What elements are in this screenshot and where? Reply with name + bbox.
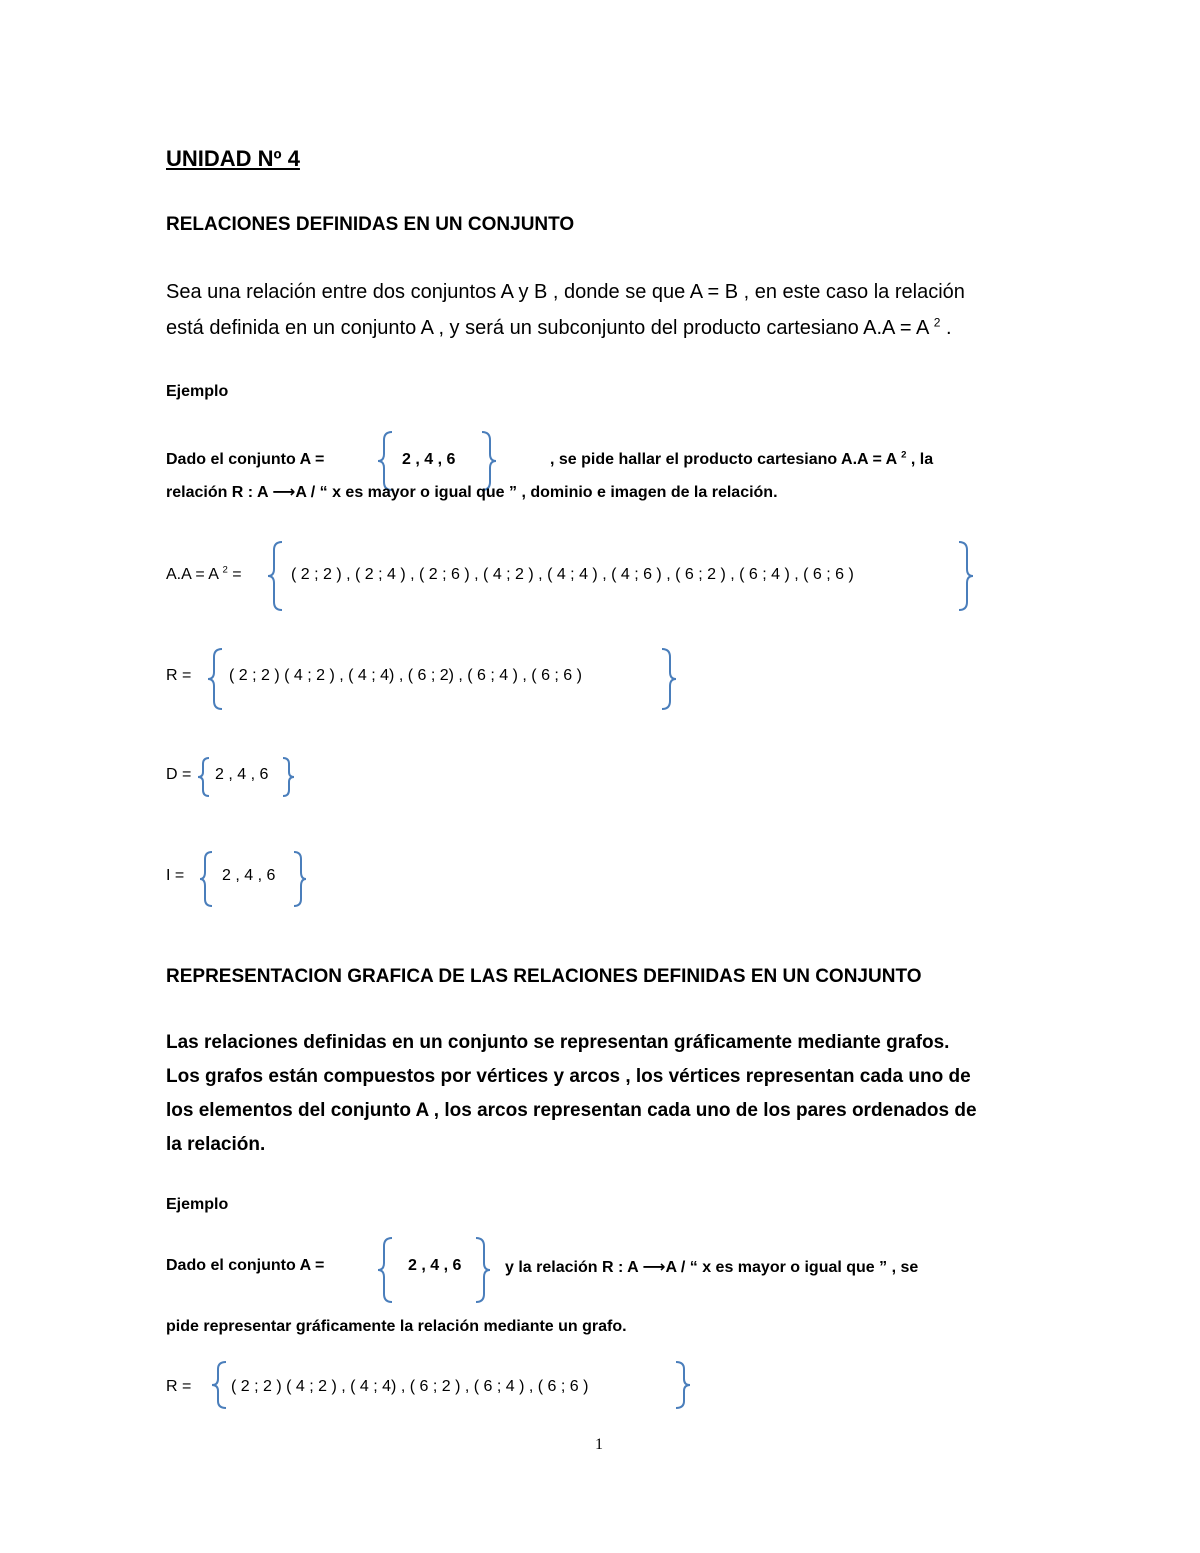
paragraph-line: los elementos del conjunto A , los arcos representan cada uno de los pares ordenados de (166, 1100, 977, 1121)
right-brace (955, 540, 977, 612)
left-brace (376, 1236, 398, 1304)
r-pairs: ( 2 ; 2 ) ( 4 ; 2 ) , ( 4 ; 4) , ( 6 ; 2) , ( 6 ; 4 ) , ( 6 ; 6 ) (229, 667, 582, 684)
left-brace (210, 1360, 232, 1410)
right-brace (658, 647, 680, 711)
example-label: Ejemplo (166, 1196, 229, 1213)
paragraph-line: la relación. (166, 1134, 266, 1155)
section-heading: RELACIONES DEFINIDAS EN UN CONJUNTO (166, 214, 575, 235)
right-brace (472, 1236, 494, 1304)
image-set: 2 , 4 , 6 (222, 867, 276, 884)
given-set: 2 , 4 , 6 (402, 451, 456, 468)
domain-label: D = (166, 766, 192, 783)
left-brace (266, 540, 288, 612)
domain-set: 2 , 4 , 6 (215, 766, 269, 783)
intro-line-1: Sea una relación entre dos conjuntos A y B , donde se que A = B , en este caso la relación (166, 281, 965, 303)
image-label: I = (166, 867, 185, 884)
given-prefix: Dado el conjunto A = (166, 1257, 325, 1274)
left-brace (198, 850, 218, 908)
paragraph-line: Los grafos están compuestos por vértices y arcos , los vértices representan cada uno de (166, 1066, 971, 1087)
section-heading: REPRESENTACION GRAFICA DE LAS RELACIONES DEFINIDAS EN UN CONJUNTO (166, 966, 922, 987)
relation-line: relación R : A ⟶A / “ x es mayor o igual que ” , dominio e imagen de la relación. (166, 484, 778, 501)
paragraph-line: Las relaciones definidas en un conjunto se representan gráficamente mediante grafos. (166, 1032, 950, 1053)
r-pairs: ( 2 ; 2 ) ( 4 ; 2 ) , ( 4 ; 4) , ( 6 ; 2 ) , ( 6 ; 4 ) , ( 6 ; 6 ) (231, 1378, 589, 1395)
left-brace (206, 647, 228, 711)
right-brace (672, 1360, 694, 1410)
r-label: R = (166, 1378, 192, 1395)
r-label: R = (166, 667, 192, 684)
given-suffix: y la relación R : A ⟶A / “ x es mayor o igual que ” , se (505, 1259, 919, 1276)
product-label: A.A = A $^2$ = (166, 564, 242, 583)
document-title: UNIDAD Nº 4 (166, 146, 300, 171)
given-suffix: , se pide hallar el producto cartesiano A.A = A $^2$ , la (550, 449, 934, 468)
product-pairs: ( 2 ; 2 ) , ( 2 ; 4 ) , ( 2 ; 6 ) , ( 4 ; 2 ) , ( 4 ; 4 ) , ( 4 ; 6 ) , ( 6 ; 2 ) , ( 6 ; 4 ) , ( 6 ; 6 ) (291, 566, 854, 583)
given-prefix: Dado el conjunto A = (166, 451, 325, 468)
right-brace (278, 756, 296, 798)
given-line-2: pide representar gráficamente la relación mediante un grafo. (166, 1318, 627, 1335)
given-set: 2 , 4 , 6 (408, 1257, 462, 1274)
right-brace (288, 850, 308, 908)
intro-line-2: está definida en un conjunto A , y será un subconjunto del producto cartesiano A.A = A $^2$ . (166, 315, 952, 339)
example-label: Ejemplo (166, 383, 229, 400)
page-number: 1 (595, 1436, 603, 1453)
left-brace (196, 756, 214, 798)
